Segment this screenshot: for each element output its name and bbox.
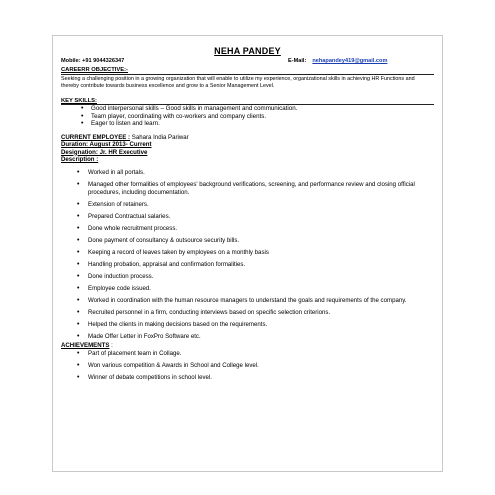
email-label: E-Mail:	[288, 58, 307, 64]
list-item: • Keeping a record of leaves taken by employees on a monthly basis	[61, 249, 434, 256]
email-block	[288, 58, 387, 64]
list-item: • Done payment of consultancy & outsource security bills.	[61, 237, 434, 244]
duration: Duration: August 2013- Current	[61, 141, 152, 149]
email-link[interactable]: nehapandey419@gmail.com	[312, 58, 388, 64]
current-employee-value: Sahara India Pariwar	[130, 133, 189, 141]
contact-line	[61, 58, 434, 67]
current-employee-label: CURRENT EMPLOYEE :	[61, 133, 131, 141]
list-item: • Extension of retainers.	[61, 201, 434, 208]
list-item: • Winner of debate competitions in school level.	[61, 374, 434, 381]
objective-heading: CAREERR OBJECTIVE:-	[61, 67, 434, 75]
list-item: • Part of placement team in Collage.	[61, 350, 434, 357]
list-item: • Helped the clients in making decisions based on the requirements.	[61, 321, 434, 328]
list-item: • Prepared Contractual salaries.	[61, 213, 434, 220]
list-item: • Managed other formalities of employees' background verifications, screening, and performance review and closing official procedures, including documentation.	[61, 181, 434, 196]
current-employee-line	[61, 134, 434, 141]
duration-line	[61, 141, 434, 148]
list-item: • Eager to listen and learn.	[61, 120, 434, 128]
achievements-list	[61, 350, 434, 382]
list-item: • Done induction process.	[61, 273, 434, 280]
achievements-line	[61, 342, 434, 349]
objective-text: Seeking a challenging position in a growing organization that will enable to utilize my experience, organizational skills in achieving HR Functions and thereby contribute towards business excellence and grow to a Senior Management Level.	[61, 75, 415, 89]
description-line	[61, 156, 434, 163]
list-item: • Made Offer Letter in FoxPro Software etc.	[61, 333, 434, 340]
resume-content	[61, 46, 434, 386]
list-item: • Good interpersonal skills – Good skills in management and communication.	[61, 105, 434, 113]
candidate-name: NEHA PANDEY	[214, 46, 281, 56]
list-item: • Worked in coordination with the human resource managers to understand the goals and requirements of the company.	[61, 297, 434, 304]
list-item: • Done whole recruitment process.	[61, 225, 434, 232]
description-list	[61, 169, 434, 340]
list-item: • Worked in all portals.	[61, 169, 434, 176]
achievements-heading: ACHIEVEMENTS	[61, 342, 110, 350]
list-item: • Won various competition & Awards in School and College level.	[61, 362, 434, 369]
achievements-suffix: :	[109, 342, 113, 350]
designation-line	[61, 149, 434, 156]
list-item: • Recruited personnel in a firm, conducting interviews based on specific selection criterions.	[61, 309, 434, 316]
list-item: • Handling probation, appraisal and confirmation formalities.	[61, 261, 434, 268]
mobile-number: Mobile: +91 9044326347	[61, 58, 125, 64]
key-skills-list	[61, 105, 434, 128]
description-heading: Description :	[61, 156, 99, 163]
key-skills-heading: KEY SKILLS:	[61, 98, 434, 106]
resume-page	[52, 35, 443, 472]
list-item: • Employee code issued.	[61, 285, 434, 292]
list-item: • Team player, coordinating with co-workers and company clients.	[61, 113, 434, 121]
designation: Designation: Jr. HR Executive	[61, 148, 148, 156]
